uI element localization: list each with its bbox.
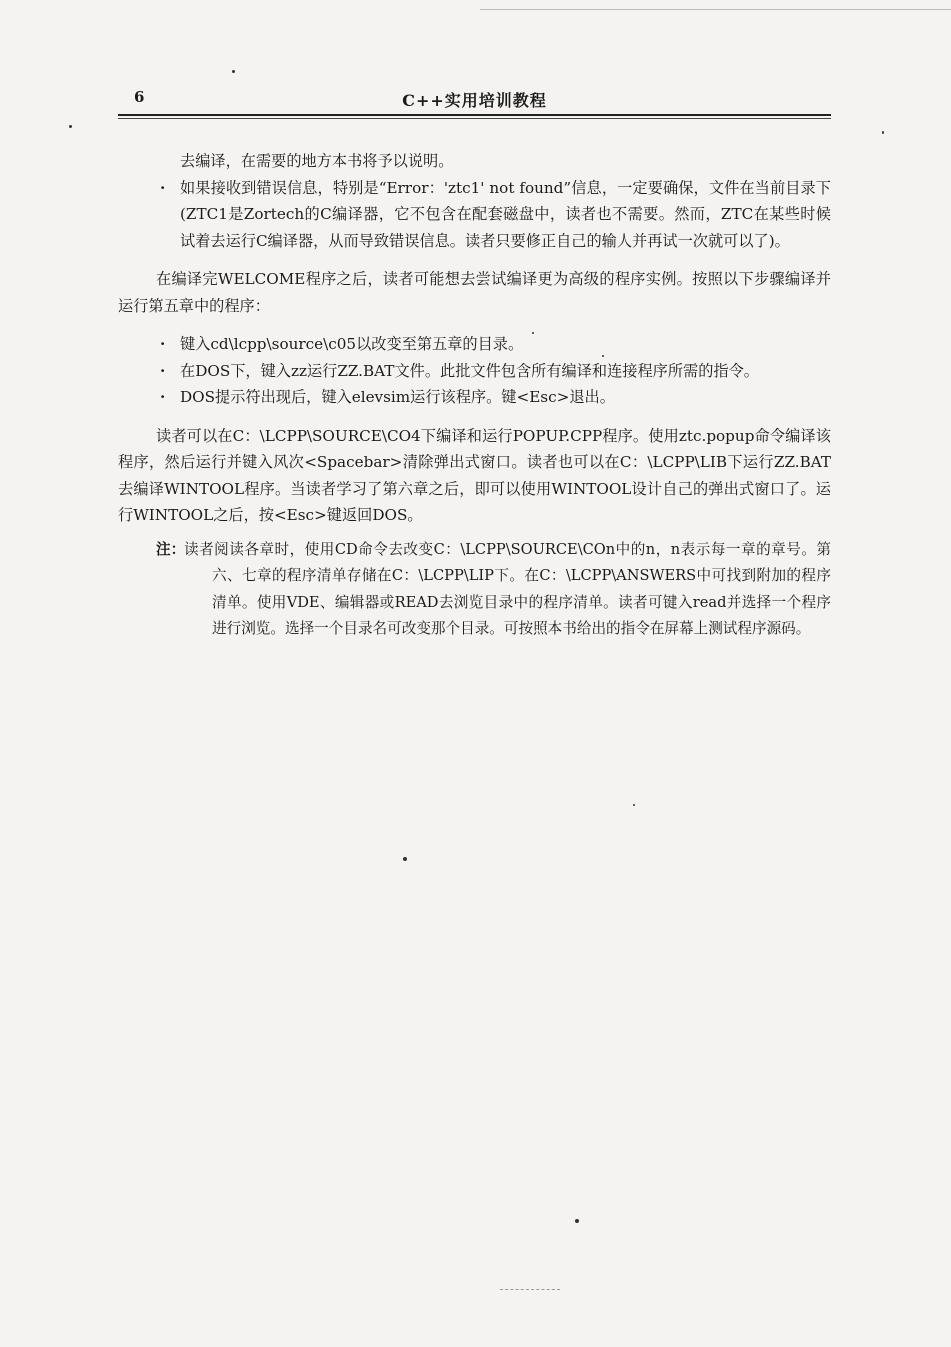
note-text: 读者阅读各章时，使用CD命令去改变C：\LCPP\SOURCE\COn中的n，n表示每一章的章号。第六、七章的程序清单存储在C：\LCPP\LIP下。在C：\LCPP\ANSWERS中可找到附加的程序清单。使用VDE、编辑器或READ去浏览目录中的程序清单。读者可键入read并选择一个程序进行浏览。选择一个目录名可改变那个目录。可按照本书给出的指令在屏幕上测试程序源码。 [184,540,831,637]
page-header [118,82,831,112]
scan-speck [602,355,604,357]
list-item-text: 在DOS下，键入zz运行ZZ.BAT文件。此批文件包含所有编译和连接程序所需的指令。 [180,361,759,380]
running-title: C++实用培训教程 [402,91,547,110]
bullet-dot: · [160,178,166,197]
list-item [118,358,831,385]
header-rule-thin [118,118,831,119]
continued-line: 去编译，在需要的地方本书将予以说明。 [180,152,454,170]
scan-dashes [500,1289,560,1291]
list-item-text: 如果接收到错误信息，特别是“Error：'ztc1' not found”信息，一定要确保，文件在当前目录下(ZTC1是Zortech的C编译器，它不包含在配套磁盘中，读者也不需要。然而，ZTC在某些时候试着去运行C编译器，从而导致错误信息。读者只要修正自己的输人并再试一次就可以了)。 [180,178,831,250]
scan-speck [69,125,72,128]
bullet-dot: · [160,388,166,406]
list-item-text: DOS提示符出现后，键入elevsim运行该程序。键<Esc>退出。 [180,388,615,406]
list-item [118,384,831,411]
note-label: 注： [156,540,186,558]
scan-speck [575,1219,579,1223]
scan-speck [403,857,407,861]
body-text [118,148,831,643]
header-rule-thick [118,114,831,116]
scan-speck [532,332,534,334]
bullet-dot: · [160,335,166,353]
scan-speck [633,804,635,806]
bullet-dot: · [160,361,166,380]
list-item-text: 键入cd\lcpp\source\c05以改变至第五章的目录。 [180,335,524,353]
scan-edge-line [480,9,951,10]
note-block [118,537,831,643]
scan-speck [882,131,884,134]
bullet-list-steps [118,331,831,411]
list-item [118,331,831,358]
list-item [118,175,831,255]
paragraph: 读者可以在C：\LCPP\SOURCE\CO4下编译和运行POPUP.CPP程序。使用ztc.popup命令编译该程序，然后运行并键入风次<Spacebar>清除弹出式窗口。读者也可以在C：\LCPP\LIB下运行ZZ.BAT去编译WINTOOL程序。当读者学习了第六章之后，即可以使用WINTOOL设计自己的弹出式窗口了。运行WINTOOL之后，按<Esc>键返回DOS。 [118,426,831,524]
scan-speck [232,70,235,73]
paragraph: 在编译完WELCOME程序之后，读者可能想去尝试编译更为高级的程序实例。按照以下步骤编译并运行第五章中的程序： [118,270,831,315]
page-number: 6 [134,88,145,106]
bullet-list-errors [118,175,831,255]
